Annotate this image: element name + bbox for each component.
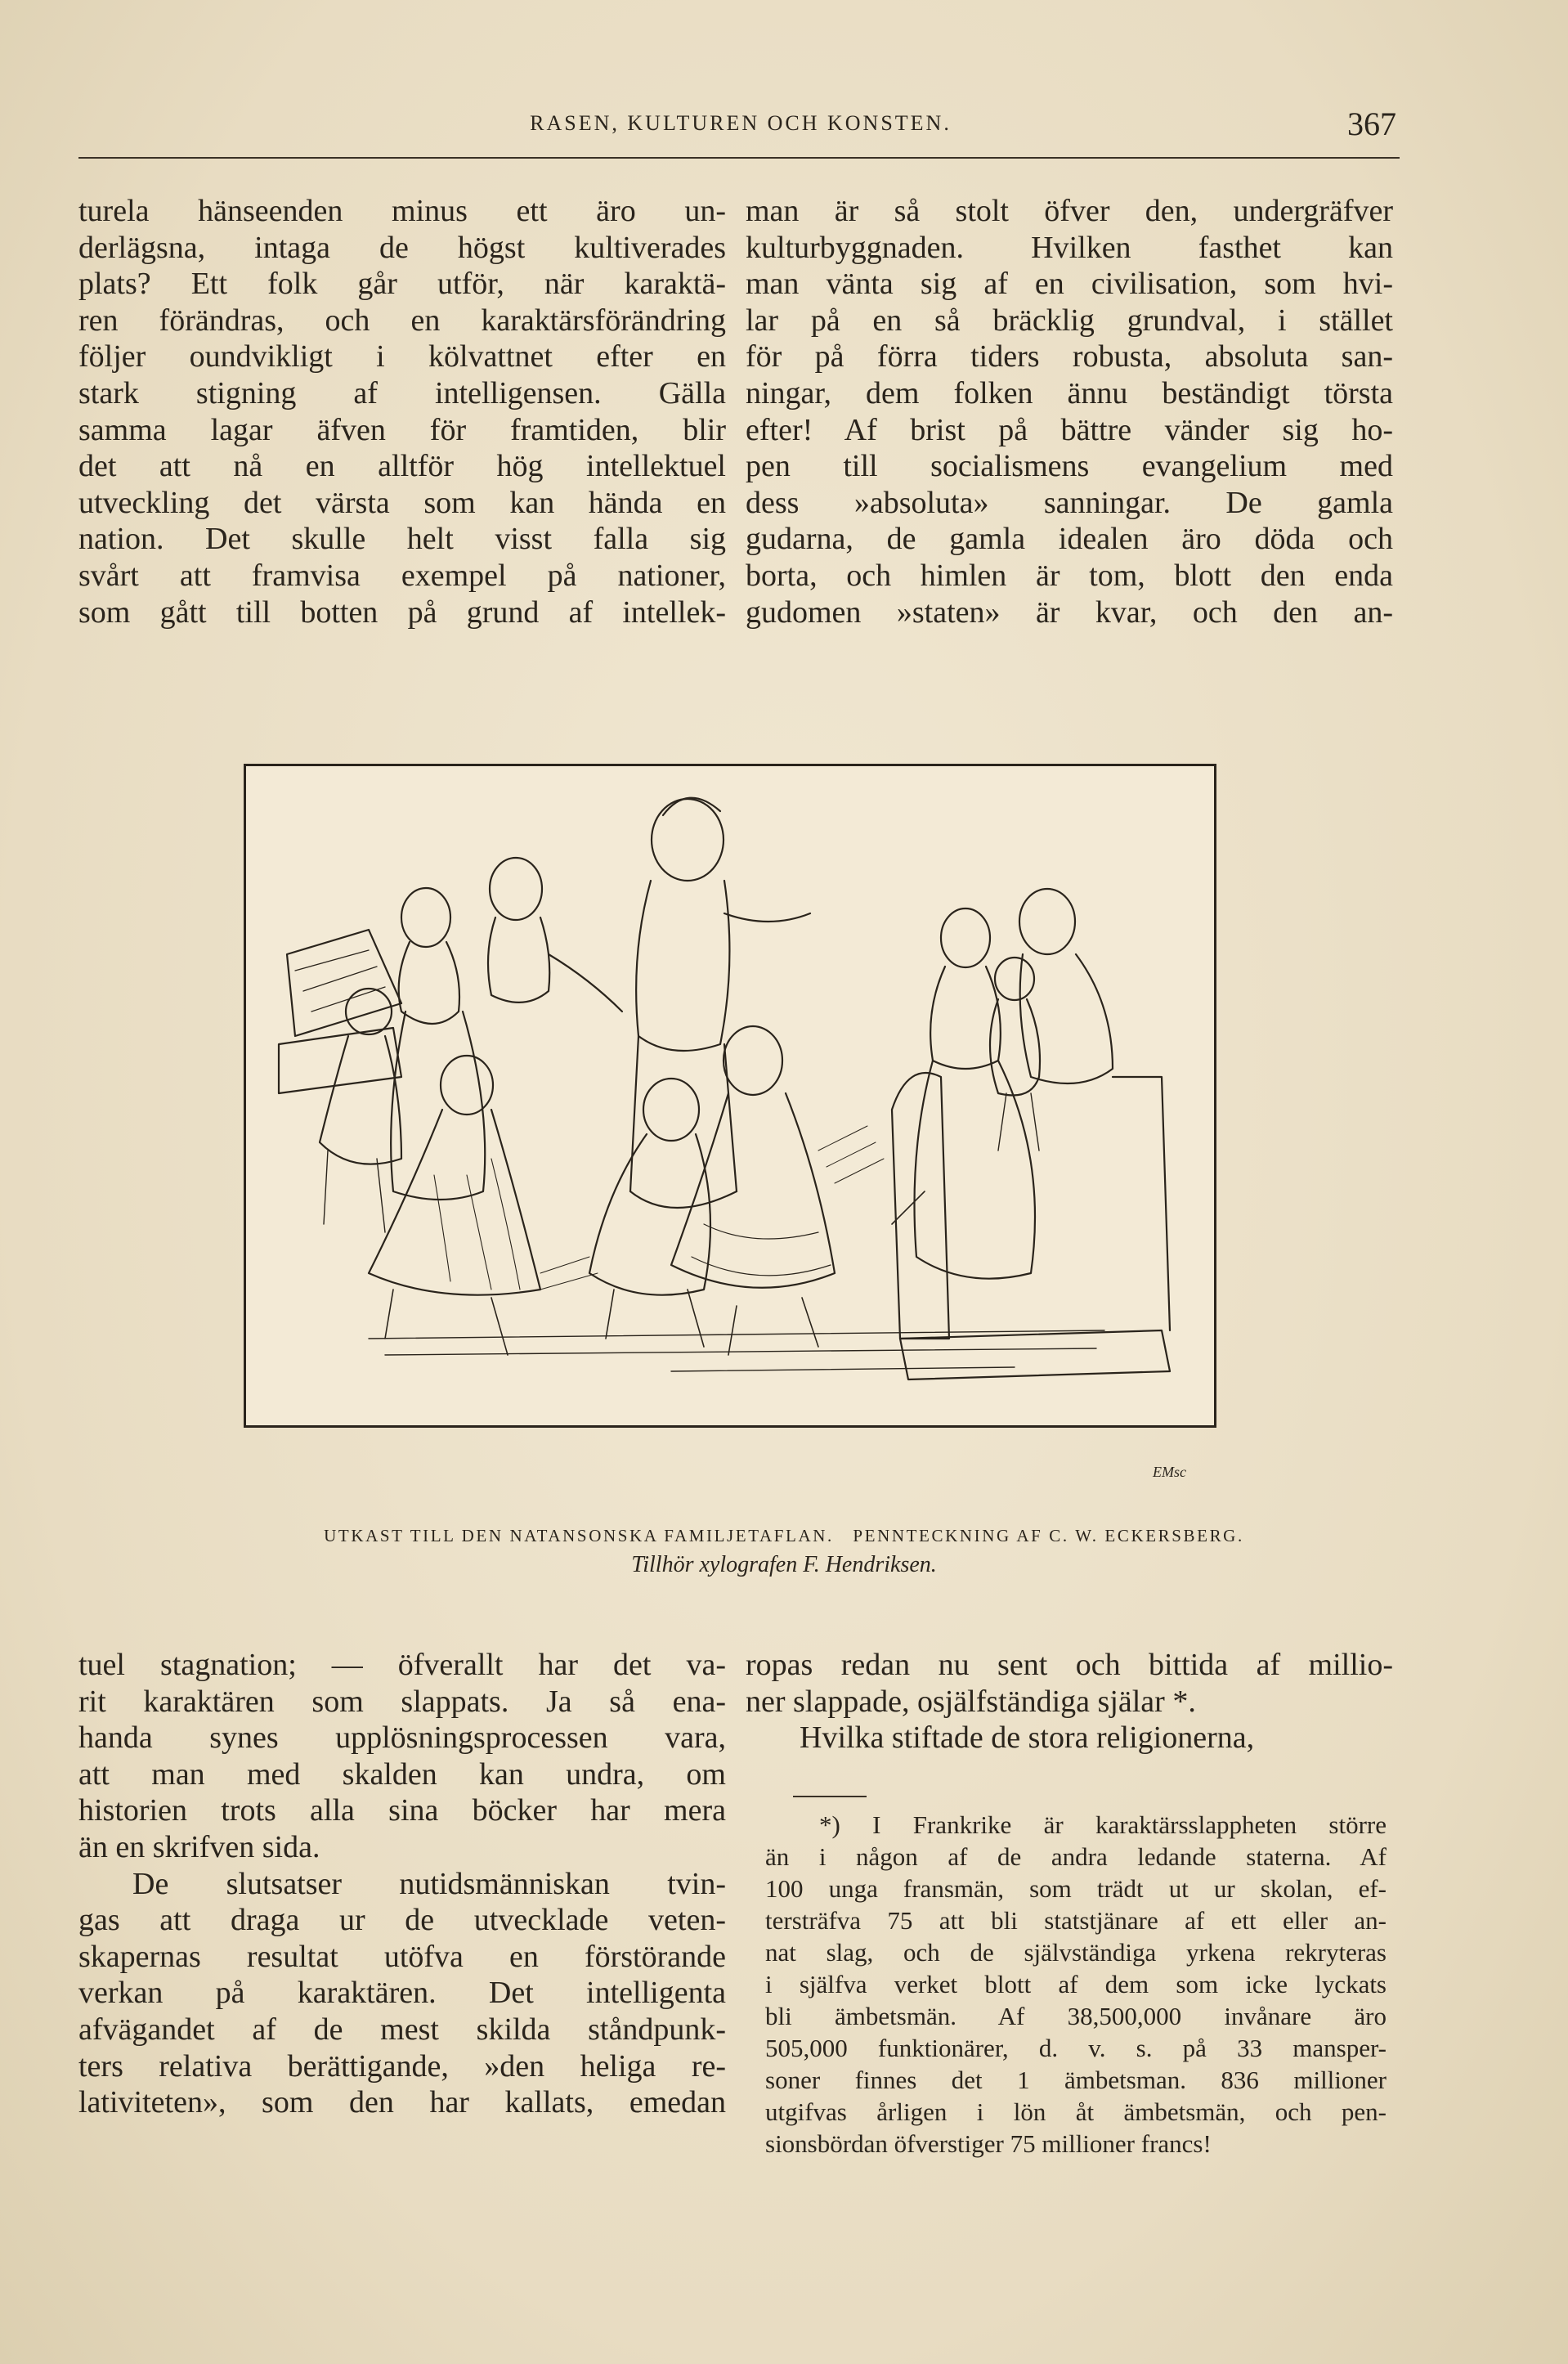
column-bottom-left bbox=[78, 1647, 726, 2121]
text-line: tuel stagnation; — öfverallt har det va- bbox=[78, 1648, 726, 1682]
text-line: följer oundvikligt i kölvattnet efter en bbox=[78, 339, 726, 375]
text-line: gas att draga ur de utvecklade veten- bbox=[78, 1903, 726, 1938]
footnote-line: 100 unga fransmän, som trädt ut ur skolan, ef- bbox=[765, 1874, 1387, 1903]
text-line: gudomen »staten» är kvar, och den an- bbox=[746, 594, 1393, 630]
illustration-frame bbox=[244, 764, 1216, 1428]
text-line: ner slappade, osjälfständiga själar *. bbox=[746, 1684, 1196, 1719]
text-line: som gått till botten på grund af intellek- bbox=[78, 594, 726, 630]
text-line: pen till socialismens evangelium med bbox=[746, 449, 1393, 484]
text-line: ren förändras, och en karaktärsförändring bbox=[78, 303, 726, 338]
text-line: ropas redan nu sent och bittida af millio- bbox=[746, 1648, 1393, 1682]
text-line: det att nå en alltför hög intellektuel bbox=[78, 449, 726, 484]
text-line: lar på en så bräcklig grundval, i stället bbox=[746, 303, 1393, 338]
running-title: RASEN, KULTUREN OCH KONSTEN. bbox=[530, 111, 952, 135]
text-line: för på förra tiders robusta, absoluta san- bbox=[746, 339, 1393, 375]
text-line: De slutsatser nutidsmänniskan tvin- bbox=[132, 1866, 726, 1901]
page-header bbox=[78, 105, 1403, 154]
text-line: ters relativa berättigande, »den heliga re- bbox=[78, 2048, 726, 2084]
column-bottom-right bbox=[746, 1647, 1393, 1756]
text-line: turela hänseenden minus ett äro un- bbox=[78, 194, 726, 228]
text-line: gudarna, de gamla idealen äro döda och bbox=[746, 522, 1393, 557]
text-line: Hvilka stiftade de stora religionerna, bbox=[800, 1720, 1255, 1756]
text-line: dess »absoluta» sanningar. De gamla bbox=[746, 485, 1393, 520]
footnote-line: tersträfva 75 att bli statstjänare af ett eller an- bbox=[765, 1906, 1387, 1935]
text-line: man vänta sig af en civilisation, som hvi- bbox=[746, 267, 1393, 302]
text-line: plats? Ett folk går utför, när karaktä- bbox=[78, 267, 726, 302]
text-line: än en skrifven sida. bbox=[78, 1829, 320, 1864]
text-line: borta, och himlen är tom, blott den enda bbox=[746, 558, 1393, 593]
footnote-line: nat slag, och de självständiga yrkena rekryteras bbox=[765, 1938, 1387, 1967]
text-line: ningar, dem folken ännu beständigt törsta bbox=[746, 375, 1393, 410]
footnote-line: bli ämbetsmän. Af 38,500,000 invånare äro bbox=[765, 2002, 1387, 2030]
footnote-rule bbox=[793, 1796, 867, 1797]
text-line: att man med skalden kan undra, om bbox=[78, 1756, 726, 1792]
text-line: nation. Det skulle helt visst falla sig bbox=[78, 522, 726, 557]
footnote-line: soner finnes det 1 ämbetsman. 836 millioner bbox=[765, 2066, 1387, 2094]
column-top-right bbox=[746, 193, 1393, 630]
text-line: rit karaktären som slappats. Ja så ena- bbox=[78, 1684, 726, 1719]
text-line: stark stigning af intelligensen. Gälla bbox=[78, 375, 726, 410]
family-sketch-illustration bbox=[246, 766, 1214, 1425]
footnote-line: *) I Frankrike är karaktärsslappheten större bbox=[819, 1810, 1387, 1839]
text-line: lativiteten», som den har kallats, emedan bbox=[78, 2085, 726, 2120]
text-line: afvägandet af de mest skilda ståndpunk- bbox=[78, 2012, 726, 2047]
header-rule bbox=[78, 157, 1400, 159]
text-line: samma lagar äfven för framtiden, blir bbox=[78, 412, 726, 447]
footnote-line: än i någon af de andra ledande staterna. Af bbox=[765, 1842, 1387, 1871]
text-line: verkan på karaktären. Det intelligenta bbox=[78, 1976, 726, 2011]
footnote bbox=[765, 1809, 1387, 2160]
footnote-line: i själfva verket blott af dem som icke lyckats bbox=[765, 1970, 1387, 1998]
text-line: historien trots alla sina böcker har mera bbox=[78, 1793, 726, 1828]
text-line: man är så stolt öfver den, undergräfver bbox=[746, 194, 1393, 228]
column-top-left bbox=[78, 193, 726, 630]
footnote-line: utgifvas årligen i lön åt ämbetsmän, och pen- bbox=[765, 2097, 1387, 2126]
text-line: skapernas resultat utöfva en förstörande bbox=[78, 1939, 726, 1974]
text-line: handa synes upplösningsprocessen vara, bbox=[78, 1720, 726, 1756]
text-line: kulturbyggnaden. Hvilken fasthet kan bbox=[746, 230, 1393, 265]
footnote-line: 505,000 funktionärer, d. v. s. på 33 mansper- bbox=[765, 2034, 1387, 2062]
text-line: derlägsna, intaga de högst kultiverades bbox=[78, 230, 726, 265]
text-line: efter! Af brist på bättre vänder sig ho- bbox=[746, 412, 1393, 447]
engraver-signature: EMsc bbox=[1153, 1464, 1186, 1480]
footnote-line: sionsbördan öfverstiger 75 millioner francs! bbox=[765, 2129, 1212, 2158]
figure-credit: Tillhör xylografen F. Hendriksen. bbox=[631, 1552, 937, 1577]
text-line: utveckling det värsta som kan hända en bbox=[78, 485, 726, 520]
figure-caption: UTKAST TILL DEN NATANSONSKA FAMILJETAFLAN. PENNTECKNING AF C. W. ECKERSBERG. bbox=[324, 1526, 1244, 1545]
page-number: 367 bbox=[1347, 105, 1396, 142]
text-line: svårt att framvisa exempel på nationer, bbox=[78, 558, 726, 593]
